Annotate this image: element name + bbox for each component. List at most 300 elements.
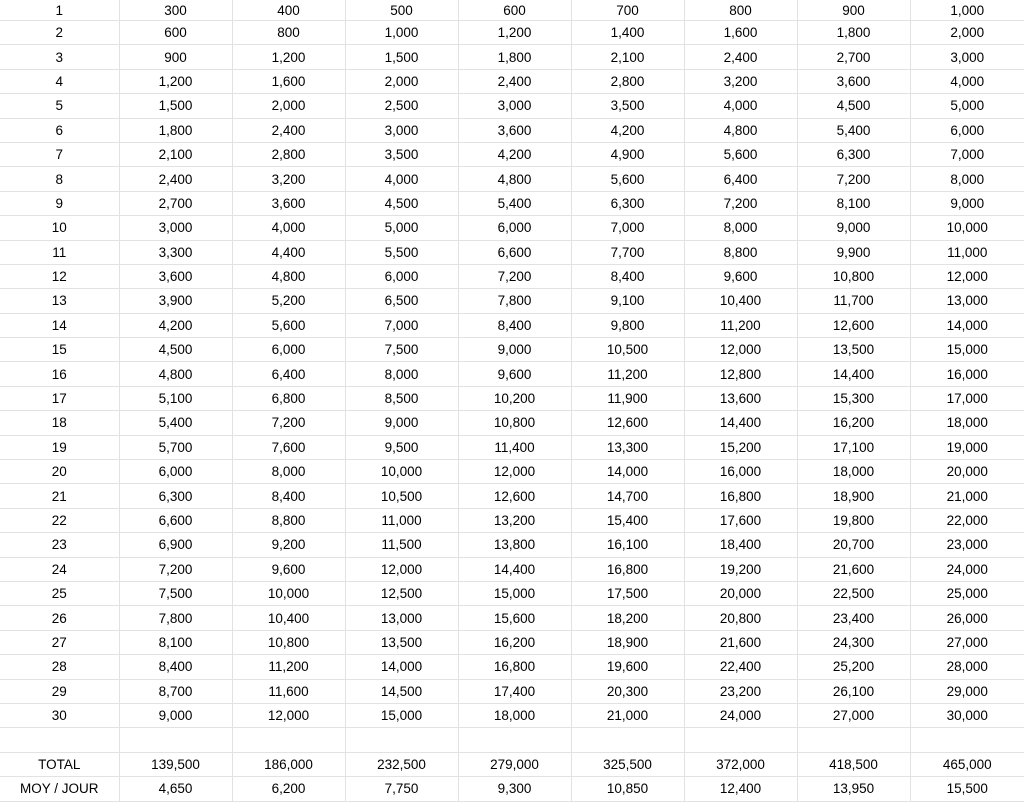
value-cell[interactable]: 4,800 bbox=[458, 167, 571, 191]
row-label-cell[interactable]: 9 bbox=[0, 191, 119, 215]
value-cell[interactable]: 10,400 bbox=[232, 606, 345, 630]
value-cell[interactable]: 21,600 bbox=[797, 557, 910, 581]
value-cell[interactable]: 2,800 bbox=[232, 142, 345, 166]
value-cell[interactable]: 26,100 bbox=[797, 679, 910, 703]
value-cell[interactable]: 14,000 bbox=[345, 655, 458, 679]
value-cell[interactable]: 6,600 bbox=[119, 508, 232, 532]
value-cell[interactable]: 10,850 bbox=[571, 777, 684, 801]
value-cell[interactable]: 1,800 bbox=[458, 45, 571, 69]
value-cell[interactable]: 15,400 bbox=[571, 508, 684, 532]
row-label-cell[interactable]: 27 bbox=[0, 630, 119, 654]
value-cell[interactable]: 16,000 bbox=[684, 460, 797, 484]
value-cell[interactable]: 4,000 bbox=[232, 216, 345, 240]
value-cell[interactable]: 10,000 bbox=[232, 581, 345, 605]
value-cell[interactable]: 3,300 bbox=[119, 240, 232, 264]
row-label-cell[interactable]: 13 bbox=[0, 289, 119, 313]
value-cell[interactable]: 11,200 bbox=[232, 655, 345, 679]
value-cell[interactable]: 12,800 bbox=[684, 362, 797, 386]
value-cell[interactable]: 22,400 bbox=[684, 655, 797, 679]
value-cell[interactable]: 12,000 bbox=[458, 460, 571, 484]
value-cell[interactable]: 5,400 bbox=[797, 118, 910, 142]
value-cell[interactable]: 1,800 bbox=[119, 118, 232, 142]
row-label-cell[interactable]: 11 bbox=[0, 240, 119, 264]
value-cell[interactable]: 4,800 bbox=[119, 362, 232, 386]
value-cell[interactable]: 13,300 bbox=[571, 435, 684, 459]
value-cell[interactable]: 7,800 bbox=[458, 289, 571, 313]
value-cell[interactable]: 1,500 bbox=[119, 94, 232, 118]
value-cell[interactable]: 325,500 bbox=[571, 752, 684, 776]
value-cell[interactable]: 16,000 bbox=[910, 362, 1024, 386]
value-cell[interactable]: 8,400 bbox=[458, 313, 571, 337]
value-cell[interactable]: 6,000 bbox=[458, 216, 571, 240]
value-cell[interactable]: 9,000 bbox=[119, 703, 232, 727]
value-cell[interactable]: 5,600 bbox=[684, 142, 797, 166]
value-cell[interactable]: 5,000 bbox=[345, 216, 458, 240]
value-cell[interactable]: 11,600 bbox=[232, 679, 345, 703]
value-cell[interactable]: 4,000 bbox=[345, 167, 458, 191]
value-cell[interactable]: 12,600 bbox=[797, 313, 910, 337]
value-cell[interactable]: 9,500 bbox=[345, 435, 458, 459]
value-cell[interactable]: 9,100 bbox=[571, 289, 684, 313]
value-cell[interactable]: 6,300 bbox=[797, 142, 910, 166]
value-cell[interactable]: 4,800 bbox=[684, 118, 797, 142]
value-cell[interactable]: 14,400 bbox=[458, 557, 571, 581]
value-cell[interactable]: 18,000 bbox=[458, 703, 571, 727]
value-cell[interactable]: 5,600 bbox=[232, 313, 345, 337]
value-cell[interactable]: 10,400 bbox=[684, 289, 797, 313]
value-cell[interactable]: 279,000 bbox=[458, 752, 571, 776]
value-cell[interactable]: 7,750 bbox=[345, 777, 458, 801]
value-cell[interactable]: 19,200 bbox=[684, 557, 797, 581]
value-cell[interactable]: 1,200 bbox=[119, 69, 232, 93]
value-cell[interactable]: 4,800 bbox=[232, 264, 345, 288]
value-cell[interactable]: 5,400 bbox=[119, 411, 232, 435]
value-cell[interactable]: 15,600 bbox=[458, 606, 571, 630]
value-cell[interactable]: 3,600 bbox=[797, 69, 910, 93]
row-label-cell[interactable]: 18 bbox=[0, 411, 119, 435]
value-cell[interactable]: 24,000 bbox=[684, 703, 797, 727]
value-cell[interactable]: 15,300 bbox=[797, 386, 910, 410]
value-cell[interactable]: 1,000 bbox=[910, 0, 1024, 21]
value-cell[interactable]: 7,200 bbox=[458, 264, 571, 288]
row-label-cell[interactable]: 6 bbox=[0, 118, 119, 142]
value-cell[interactable]: 2,100 bbox=[119, 142, 232, 166]
value-cell[interactable]: 11,700 bbox=[797, 289, 910, 313]
value-cell[interactable]: 21,000 bbox=[571, 703, 684, 727]
value-cell[interactable]: 9,000 bbox=[458, 338, 571, 362]
value-cell[interactable]: 17,400 bbox=[458, 679, 571, 703]
value-cell[interactable]: 2,400 bbox=[119, 167, 232, 191]
value-cell[interactable]: 15,000 bbox=[458, 581, 571, 605]
value-cell[interactable]: 2,400 bbox=[232, 118, 345, 142]
value-cell[interactable]: 6,300 bbox=[571, 191, 684, 215]
value-cell[interactable]: 4,500 bbox=[119, 338, 232, 362]
empty-cell[interactable] bbox=[571, 728, 684, 752]
value-cell[interactable]: 1,200 bbox=[232, 45, 345, 69]
value-cell[interactable]: 6,500 bbox=[345, 289, 458, 313]
value-cell[interactable]: 9,600 bbox=[684, 264, 797, 288]
value-cell[interactable]: 3,600 bbox=[232, 191, 345, 215]
value-cell[interactable]: 5,600 bbox=[571, 167, 684, 191]
value-cell[interactable]: 900 bbox=[797, 0, 910, 21]
value-cell[interactable]: 6,000 bbox=[910, 118, 1024, 142]
value-cell[interactable]: 1,400 bbox=[571, 21, 684, 45]
value-cell[interactable]: 13,200 bbox=[458, 508, 571, 532]
value-cell[interactable]: 372,000 bbox=[684, 752, 797, 776]
value-cell[interactable]: 16,800 bbox=[684, 484, 797, 508]
value-cell[interactable]: 500 bbox=[345, 0, 458, 21]
value-cell[interactable]: 9,900 bbox=[797, 240, 910, 264]
value-cell[interactable]: 10,000 bbox=[910, 216, 1024, 240]
value-cell[interactable]: 18,400 bbox=[684, 533, 797, 557]
value-cell[interactable]: 900 bbox=[119, 45, 232, 69]
value-cell[interactable]: 7,500 bbox=[119, 581, 232, 605]
value-cell[interactable]: 20,000 bbox=[910, 460, 1024, 484]
value-cell[interactable]: 25,200 bbox=[797, 655, 910, 679]
value-cell[interactable]: 20,800 bbox=[684, 606, 797, 630]
value-cell[interactable]: 3,500 bbox=[345, 142, 458, 166]
value-cell[interactable]: 2,100 bbox=[571, 45, 684, 69]
value-cell[interactable]: 16,200 bbox=[458, 630, 571, 654]
value-cell[interactable]: 22,000 bbox=[910, 508, 1024, 532]
value-cell[interactable]: 2,500 bbox=[345, 94, 458, 118]
value-cell[interactable]: 1,000 bbox=[345, 21, 458, 45]
value-cell[interactable]: 4,900 bbox=[571, 142, 684, 166]
value-cell[interactable]: 9,800 bbox=[571, 313, 684, 337]
row-label-cell[interactable]: 16 bbox=[0, 362, 119, 386]
row-label-cell[interactable]: 4 bbox=[0, 69, 119, 93]
value-cell[interactable]: 23,400 bbox=[797, 606, 910, 630]
value-cell[interactable]: 9,300 bbox=[458, 777, 571, 801]
value-cell[interactable]: 800 bbox=[684, 0, 797, 21]
value-cell[interactable]: 7,800 bbox=[119, 606, 232, 630]
value-cell[interactable]: 600 bbox=[458, 0, 571, 21]
value-cell[interactable]: 1,600 bbox=[232, 69, 345, 93]
value-cell[interactable]: 11,900 bbox=[571, 386, 684, 410]
value-cell[interactable]: 9,600 bbox=[458, 362, 571, 386]
value-cell[interactable]: 3,200 bbox=[684, 69, 797, 93]
row-label-cell[interactable]: MOY / JOUR bbox=[0, 777, 119, 801]
value-cell[interactable]: 10,500 bbox=[345, 484, 458, 508]
value-cell[interactable]: 10,800 bbox=[458, 411, 571, 435]
value-cell[interactable]: 18,000 bbox=[797, 460, 910, 484]
row-label-cell[interactable]: 25 bbox=[0, 581, 119, 605]
empty-cell[interactable] bbox=[684, 728, 797, 752]
value-cell[interactable]: 9,000 bbox=[797, 216, 910, 240]
value-cell[interactable]: 1,200 bbox=[458, 21, 571, 45]
value-cell[interactable]: 5,500 bbox=[345, 240, 458, 264]
row-label-cell[interactable]: 1 bbox=[0, 0, 119, 21]
value-cell[interactable]: 13,000 bbox=[910, 289, 1024, 313]
value-cell[interactable]: 232,500 bbox=[345, 752, 458, 776]
value-cell[interactable]: 1,800 bbox=[797, 21, 910, 45]
value-cell[interactable]: 9,000 bbox=[345, 411, 458, 435]
value-cell[interactable]: 11,000 bbox=[910, 240, 1024, 264]
value-cell[interactable]: 7,500 bbox=[345, 338, 458, 362]
value-cell[interactable]: 8,800 bbox=[232, 508, 345, 532]
value-cell[interactable]: 14,400 bbox=[797, 362, 910, 386]
value-cell[interactable]: 3,600 bbox=[119, 264, 232, 288]
empty-cell[interactable] bbox=[458, 728, 571, 752]
value-cell[interactable]: 8,100 bbox=[119, 630, 232, 654]
value-cell[interactable]: 1,600 bbox=[684, 21, 797, 45]
value-cell[interactable]: 3,000 bbox=[345, 118, 458, 142]
value-cell[interactable]: 13,800 bbox=[458, 533, 571, 557]
value-cell[interactable]: 5,400 bbox=[458, 191, 571, 215]
value-cell[interactable]: 6,000 bbox=[232, 338, 345, 362]
row-label-cell[interactable]: 2 bbox=[0, 21, 119, 45]
value-cell[interactable]: 16,800 bbox=[571, 557, 684, 581]
value-cell[interactable]: 6,200 bbox=[232, 777, 345, 801]
value-cell[interactable]: 6,800 bbox=[232, 386, 345, 410]
row-label-cell[interactable]: 21 bbox=[0, 484, 119, 508]
value-cell[interactable]: 6,600 bbox=[458, 240, 571, 264]
value-cell[interactable]: 4,000 bbox=[684, 94, 797, 118]
value-cell[interactable]: 12,000 bbox=[910, 264, 1024, 288]
value-cell[interactable]: 22,500 bbox=[797, 581, 910, 605]
value-cell[interactable]: 14,700 bbox=[571, 484, 684, 508]
value-cell[interactable]: 5,200 bbox=[232, 289, 345, 313]
table-row bbox=[0, 191, 1024, 215]
value-cell[interactable]: 12,500 bbox=[345, 581, 458, 605]
value-cell[interactable]: 4,200 bbox=[571, 118, 684, 142]
value-cell[interactable]: 5,700 bbox=[119, 435, 232, 459]
value-cell[interactable]: 8,000 bbox=[345, 362, 458, 386]
value-cell[interactable]: 11,500 bbox=[345, 533, 458, 557]
row-label-cell[interactable]: 29 bbox=[0, 679, 119, 703]
value-cell[interactable]: 12,600 bbox=[458, 484, 571, 508]
value-cell[interactable]: 19,000 bbox=[910, 435, 1024, 459]
value-cell[interactable]: 9,200 bbox=[232, 533, 345, 557]
value-cell[interactable]: 7,000 bbox=[910, 142, 1024, 166]
value-cell[interactable]: 21,600 bbox=[684, 630, 797, 654]
value-cell[interactable]: 465,000 bbox=[910, 752, 1024, 776]
value-cell[interactable]: 139,500 bbox=[119, 752, 232, 776]
value-cell[interactable]: 17,600 bbox=[684, 508, 797, 532]
value-cell[interactable]: 13,950 bbox=[797, 777, 910, 801]
value-cell[interactable]: 23,000 bbox=[910, 533, 1024, 557]
row-label-cell[interactable]: 22 bbox=[0, 508, 119, 532]
value-cell[interactable]: 2,700 bbox=[119, 191, 232, 215]
value-cell[interactable]: 23,200 bbox=[684, 679, 797, 703]
value-cell[interactable]: 20,300 bbox=[571, 679, 684, 703]
value-cell[interactable]: 6,000 bbox=[345, 264, 458, 288]
value-cell[interactable]: 8,100 bbox=[797, 191, 910, 215]
value-cell[interactable]: 3,000 bbox=[119, 216, 232, 240]
value-cell[interactable]: 4,000 bbox=[910, 69, 1024, 93]
value-cell[interactable]: 30,000 bbox=[910, 703, 1024, 727]
value-cell[interactable]: 20,700 bbox=[797, 533, 910, 557]
row-label-cell[interactable]: 14 bbox=[0, 313, 119, 337]
value-cell[interactable]: 12,000 bbox=[232, 703, 345, 727]
value-cell[interactable]: 24,300 bbox=[797, 630, 910, 654]
value-cell[interactable]: 9,600 bbox=[232, 557, 345, 581]
value-cell[interactable]: 15,500 bbox=[910, 777, 1024, 801]
value-cell[interactable]: 3,200 bbox=[232, 167, 345, 191]
value-cell[interactable]: 21,000 bbox=[910, 484, 1024, 508]
value-cell[interactable]: 6,300 bbox=[119, 484, 232, 508]
value-cell[interactable]: 28,000 bbox=[910, 655, 1024, 679]
row-label-cell[interactable]: 24 bbox=[0, 557, 119, 581]
value-cell[interactable]: 7,200 bbox=[684, 191, 797, 215]
empty-cell[interactable] bbox=[0, 728, 119, 752]
value-cell[interactable]: 8,700 bbox=[119, 679, 232, 703]
value-cell[interactable]: 418,500 bbox=[797, 752, 910, 776]
value-cell[interactable]: 14,500 bbox=[345, 679, 458, 703]
value-cell[interactable]: 2,400 bbox=[458, 69, 571, 93]
value-cell[interactable]: 300 bbox=[119, 0, 232, 21]
row-label-cell[interactable]: 30 bbox=[0, 703, 119, 727]
row-label-cell[interactable]: 23 bbox=[0, 533, 119, 557]
empty-cell[interactable] bbox=[119, 728, 232, 752]
value-cell[interactable]: 13,500 bbox=[797, 338, 910, 362]
value-cell[interactable]: 17,000 bbox=[910, 386, 1024, 410]
value-cell[interactable]: 7,200 bbox=[232, 411, 345, 435]
value-cell[interactable]: 4,400 bbox=[232, 240, 345, 264]
value-cell[interactable]: 20,000 bbox=[684, 581, 797, 605]
row-label-cell[interactable]: 7 bbox=[0, 142, 119, 166]
value-cell[interactable]: 18,900 bbox=[571, 630, 684, 654]
value-cell[interactable]: 16,800 bbox=[458, 655, 571, 679]
value-cell[interactable]: 24,000 bbox=[910, 557, 1024, 581]
value-cell[interactable]: 17,500 bbox=[571, 581, 684, 605]
value-cell[interactable]: 14,400 bbox=[684, 411, 797, 435]
value-cell[interactable]: 29,000 bbox=[910, 679, 1024, 703]
value-cell[interactable]: 14,000 bbox=[910, 313, 1024, 337]
value-cell[interactable]: 15,200 bbox=[684, 435, 797, 459]
value-cell[interactable]: 10,800 bbox=[232, 630, 345, 654]
value-cell[interactable]: 26,000 bbox=[910, 606, 1024, 630]
value-cell[interactable]: 18,000 bbox=[910, 411, 1024, 435]
row-label-cell[interactable]: 28 bbox=[0, 655, 119, 679]
value-cell[interactable]: 11,200 bbox=[571, 362, 684, 386]
value-cell[interactable]: 3,000 bbox=[910, 45, 1024, 69]
row-label-cell[interactable]: 15 bbox=[0, 338, 119, 362]
value-cell[interactable]: 1,500 bbox=[345, 45, 458, 69]
value-cell[interactable]: 8,000 bbox=[232, 460, 345, 484]
value-cell[interactable]: 2,000 bbox=[232, 94, 345, 118]
value-cell[interactable]: 18,200 bbox=[571, 606, 684, 630]
value-cell[interactable]: 25,000 bbox=[910, 581, 1024, 605]
value-cell[interactable]: 12,000 bbox=[684, 338, 797, 362]
row-label-cell[interactable]: 17 bbox=[0, 386, 119, 410]
value-cell[interactable]: 13,000 bbox=[345, 606, 458, 630]
value-cell[interactable]: 8,000 bbox=[684, 216, 797, 240]
value-cell[interactable]: 17,100 bbox=[797, 435, 910, 459]
value-cell[interactable]: 11,400 bbox=[458, 435, 571, 459]
value-cell[interactable]: 15,000 bbox=[345, 703, 458, 727]
value-cell[interactable]: 15,000 bbox=[910, 338, 1024, 362]
value-cell[interactable]: 2,700 bbox=[797, 45, 910, 69]
value-cell[interactable]: 7,700 bbox=[571, 240, 684, 264]
value-cell[interactable]: 10,200 bbox=[458, 386, 571, 410]
value-cell[interactable]: 27,000 bbox=[797, 703, 910, 727]
value-cell[interactable]: 7,200 bbox=[119, 557, 232, 581]
value-cell[interactable]: 12,000 bbox=[345, 557, 458, 581]
row-label-cell[interactable]: 3 bbox=[0, 45, 119, 69]
value-cell[interactable]: 10,500 bbox=[571, 338, 684, 362]
value-cell[interactable]: 14,000 bbox=[571, 460, 684, 484]
value-cell[interactable]: 13,600 bbox=[684, 386, 797, 410]
empty-cell[interactable] bbox=[910, 728, 1024, 752]
value-cell[interactable]: 3,500 bbox=[571, 94, 684, 118]
value-cell[interactable]: 8,500 bbox=[345, 386, 458, 410]
value-cell[interactable]: 6,900 bbox=[119, 533, 232, 557]
value-cell[interactable]: 700 bbox=[571, 0, 684, 21]
empty-cell[interactable] bbox=[797, 728, 910, 752]
value-cell[interactable]: 3,000 bbox=[458, 94, 571, 118]
table-row bbox=[0, 240, 1024, 264]
value-cell[interactable]: 19,600 bbox=[571, 655, 684, 679]
value-cell[interactable]: 12,600 bbox=[571, 411, 684, 435]
value-cell[interactable]: 8,800 bbox=[684, 240, 797, 264]
value-cell[interactable]: 186,000 bbox=[232, 752, 345, 776]
value-cell[interactable]: 4,200 bbox=[458, 142, 571, 166]
row-label-cell[interactable]: TOTAL bbox=[0, 752, 119, 776]
value-cell[interactable]: 13,500 bbox=[345, 630, 458, 654]
empty-cell[interactable] bbox=[232, 728, 345, 752]
value-cell[interactable]: 9,000 bbox=[910, 191, 1024, 215]
value-cell[interactable]: 6,000 bbox=[119, 460, 232, 484]
value-cell[interactable]: 10,800 bbox=[797, 264, 910, 288]
value-cell[interactable]: 10,000 bbox=[345, 460, 458, 484]
value-cell[interactable]: 6,400 bbox=[684, 167, 797, 191]
value-cell[interactable]: 18,900 bbox=[797, 484, 910, 508]
row-label-cell[interactable]: 20 bbox=[0, 460, 119, 484]
value-cell[interactable]: 7,000 bbox=[345, 313, 458, 337]
row-label-cell[interactable]: 10 bbox=[0, 216, 119, 240]
value-cell[interactable]: 5,100 bbox=[119, 386, 232, 410]
table-row bbox=[0, 655, 1024, 679]
value-cell[interactable]: 12,400 bbox=[684, 777, 797, 801]
value-cell[interactable]: 5,000 bbox=[910, 94, 1024, 118]
value-cell[interactable]: 4,500 bbox=[345, 191, 458, 215]
value-cell[interactable]: 8,400 bbox=[571, 264, 684, 288]
row-label-cell[interactable]: 5 bbox=[0, 94, 119, 118]
row-label-cell[interactable]: 12 bbox=[0, 264, 119, 288]
value-cell[interactable]: 16,100 bbox=[571, 533, 684, 557]
value-cell[interactable]: 4,650 bbox=[119, 777, 232, 801]
value-cell[interactable]: 2,000 bbox=[910, 21, 1024, 45]
value-cell[interactable]: 7,600 bbox=[232, 435, 345, 459]
value-cell[interactable]: 400 bbox=[232, 0, 345, 21]
value-cell[interactable]: 16,200 bbox=[797, 411, 910, 435]
value-cell[interactable]: 3,600 bbox=[458, 118, 571, 142]
value-cell[interactable]: 2,400 bbox=[684, 45, 797, 69]
row-label-cell[interactable]: 19 bbox=[0, 435, 119, 459]
value-cell[interactable]: 7,200 bbox=[797, 167, 910, 191]
row-label-cell[interactable]: 26 bbox=[0, 606, 119, 630]
value-cell[interactable]: 8,000 bbox=[910, 167, 1024, 191]
row-label-cell[interactable]: 8 bbox=[0, 167, 119, 191]
value-cell[interactable]: 8,400 bbox=[232, 484, 345, 508]
value-cell[interactable]: 11,000 bbox=[345, 508, 458, 532]
value-cell[interactable]: 4,200 bbox=[119, 313, 232, 337]
value-cell[interactable]: 11,200 bbox=[684, 313, 797, 337]
value-cell[interactable]: 800 bbox=[232, 21, 345, 45]
value-cell[interactable]: 6,400 bbox=[232, 362, 345, 386]
value-cell[interactable]: 7,000 bbox=[571, 216, 684, 240]
value-cell[interactable]: 2,800 bbox=[571, 69, 684, 93]
empty-cell[interactable] bbox=[345, 728, 458, 752]
value-cell[interactable]: 600 bbox=[119, 21, 232, 45]
value-cell[interactable]: 27,000 bbox=[910, 630, 1024, 654]
value-cell[interactable]: 19,800 bbox=[797, 508, 910, 532]
value-cell[interactable]: 2,000 bbox=[345, 69, 458, 93]
value-cell[interactable]: 3,900 bbox=[119, 289, 232, 313]
value-cell[interactable]: 8,400 bbox=[119, 655, 232, 679]
value-cell[interactable]: 4,500 bbox=[797, 94, 910, 118]
